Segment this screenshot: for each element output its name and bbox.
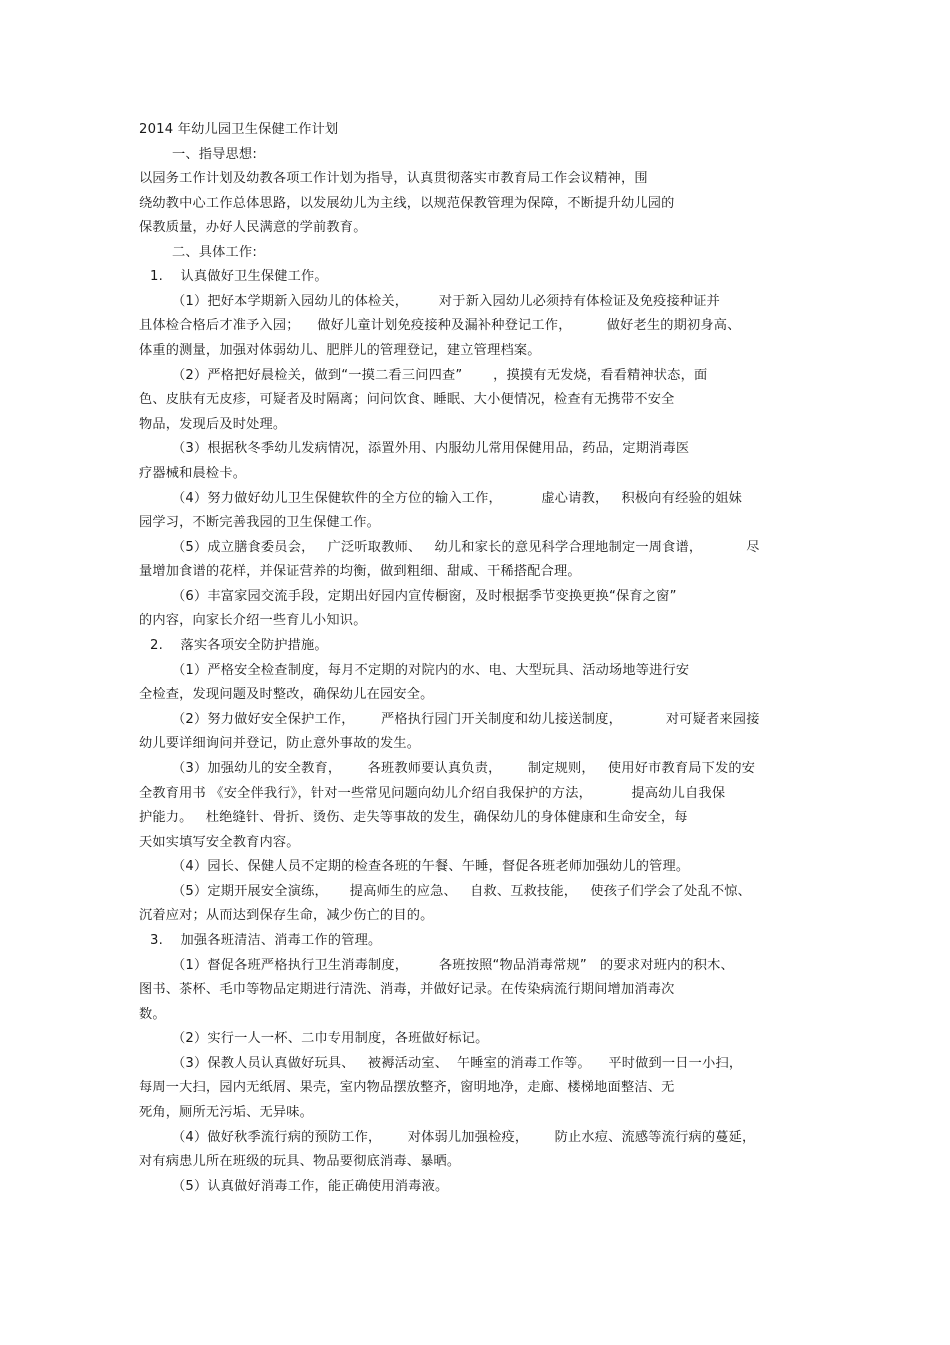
text-line: （1）严格安全检查制度，每月不定期的对院内的水、电、大型玩具、活动场地等进行安 (172, 663, 690, 678)
text-line: 的内容，向家长介绍一些育儿小知识。 (139, 613, 367, 628)
text-line: 3. 加强各班清洁、消毒工作的管理。 (150, 933, 382, 948)
text-line: （5）定期开展安全演练， 提高师生的应急、 自救、互救技能， 使孩子们学会了处乱不惊、 (172, 884, 752, 899)
text-line: 量增加食谱的花样，并保证营养的均衡，做到粗细、甜咸、干稀搭配合理。 (139, 564, 581, 579)
text-line: 2. 落实各项安全防护措施。 (150, 638, 328, 653)
text-line: 对有病患儿所在班级的玩具、物品要彻底消毒、暴晒。 (139, 1154, 461, 1169)
text-line: 数。 (139, 1007, 166, 1022)
text-line: 绕幼教中心工作总体思路，以发展幼儿为主线，以规范保教管理为保障，不断提升幼儿园的 (139, 196, 675, 211)
text-line: （3）根据秋冬季幼儿发病情况，添置外用、内服幼儿常用保健用品，药品，定期消毒医 (172, 441, 690, 456)
text-line: 图书、茶杯、毛巾等物品定期进行清洗、消毒，并做好记录。在传染病流行期间增加消毒次 (139, 982, 675, 997)
text-line: 天如实填写安全教育内容。 (139, 835, 300, 850)
text-line: 全教育用书 《安全伴我行》，针对一些常见问题向幼儿介绍自我保护的方法， 提高幼儿自我保 (139, 786, 726, 801)
text-line: 体重的测量，加强对体弱幼儿、肥胖儿的管理登记，建立管理档案。 (139, 343, 541, 358)
text-line: （6）丰富家园交流手段，定期出好园内宣传橱窗，及时根据季节变换更换“保育之窗” (172, 589, 677, 604)
text-line: 沉着应对；从而达到保存生命，减少伤亡的目的。 (139, 908, 434, 923)
text-line: 物品，发现后及时处理。 (139, 417, 287, 432)
text-line: （5）成立膳食委员会， 广泛听取教师、 幼儿和家长的意见科学合理地制定一周食谱， 尽 (172, 540, 760, 555)
text-line: 全检查，发现问题及时整改，确保幼儿在园安全。 (139, 687, 434, 702)
text-line: 二、具体工作: (172, 245, 257, 260)
text-line: 幼儿要详细询问并登记，防止意外事故的发生。 (139, 736, 421, 751)
text-line: 每周一大扫，园内无纸屑、果壳，室内物品摆放整齐，窗明地净，走廊、楼梯地面整洁、无 (139, 1080, 675, 1095)
text-line: 疗器械和晨检卡。 (139, 466, 247, 481)
text-line: （3）保教人员认真做好玩具、 被褥活动室、 午睡室的消毒工作等。 平时做到一日一小扫， (172, 1056, 743, 1071)
text-line: 园学习，不断完善我园的卫生保健工作。 (139, 515, 380, 530)
text-line: （1）把好本学期新入园幼儿的体检关， 对于新入园幼儿必须持有体检证及免疫接种证并 (172, 294, 721, 309)
text-line: 一、指导思想: (172, 147, 257, 162)
text-line: （2）严格把好晨检关，做到“一摸二看三问四查” ，摸摸有无发烧，看看精神状态，面 (172, 368, 708, 383)
text-line: （4）努力做好幼儿卫生保健软件的全方位的输入工作， 虚心请教， 积极向有经验的姐妹 (172, 491, 743, 506)
text-line: （2）努力做好安全保护工作， 严格执行园门开关制度和幼儿接送制度， 对可疑者来园接 (172, 712, 760, 727)
text-line: 以园务工作计划及幼教各项工作计划为指导，认真贯彻落实市教育局工作会议精神，围 (139, 171, 648, 186)
text-line: 色、皮肤有无皮疹，可疑者及时隔离；问问饮食、睡眠、大小便情况，检查有无携带不安全 (139, 392, 675, 407)
text-line: （5）认真做好消毒工作，能正确使用消毒液。 (172, 1179, 449, 1194)
text-line: （3）加强幼儿的安全教育， 各班教师要认真负责， 制定规则， 使用好市教育局下发的安 (172, 761, 756, 776)
document-title: 2014 年幼儿园卫生保健工作计划 (139, 122, 339, 137)
text-line: 死角，厕所无污垢、无异味。 (139, 1105, 314, 1120)
text-line: 护能力。 杜绝缝针、骨折、烫伤、走失等事故的发生，确保幼儿的身体健康和生命安全，每 (139, 810, 688, 825)
text-line: （2）实行一人一杯、二巾专用制度，各班做好标记。 (172, 1031, 489, 1046)
text-line: （1）督促各班严格执行卫生消毒制度， 各班按照“物品消毒常规” 的要求对班内的积木、 (172, 958, 734, 973)
text-line: （4）做好秋季流行病的预防工作， 对体弱儿加强检疫， 防止水痘、流感等流行病的蔓延， (172, 1130, 756, 1145)
text-line: （4）园长、保健人员不定期的检查各班的午餐、午睡，督促各班老师加强幼儿的管理。 (172, 859, 690, 874)
text-line: 1. 认真做好卫生保健工作。 (150, 269, 328, 284)
text-line: 且体检合格后才准予入园； 做好儿童计划免疫接种及漏补种登记工作， 做好老生的期初身高、 (139, 318, 741, 333)
text-line: 保教质量，办好人民满意的学前教育。 (139, 220, 367, 235)
